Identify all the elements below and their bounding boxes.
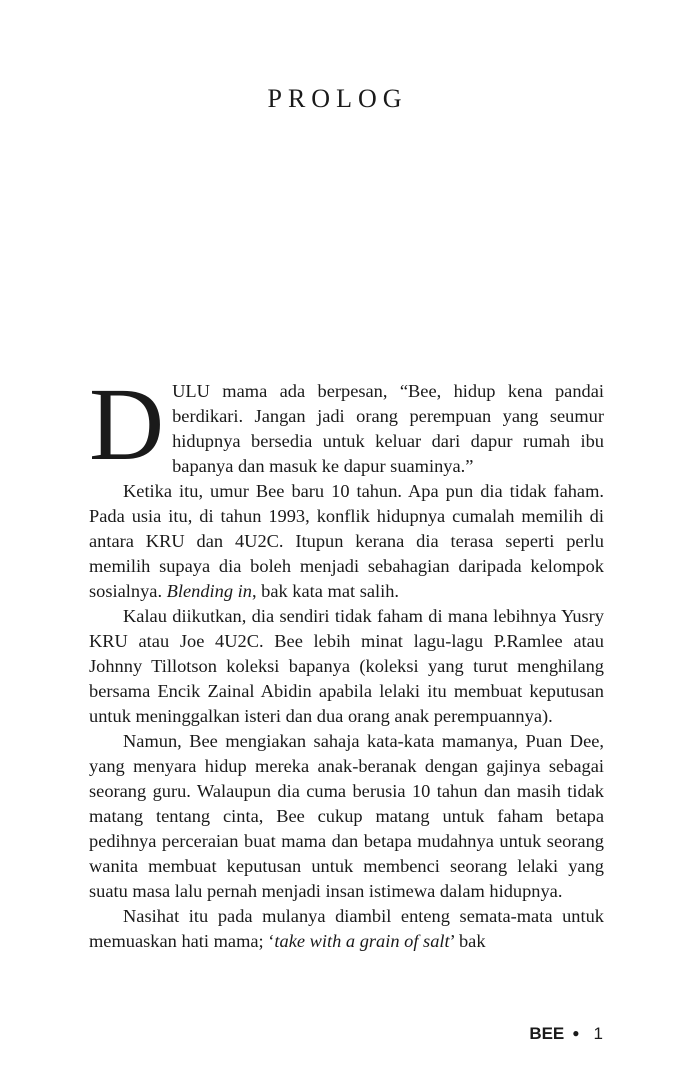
paragraph-5: [89, 904, 604, 954]
paragraph-2-italic: Blending in: [166, 581, 252, 601]
paragraph-5-italic: take with a grain of salt: [274, 931, 450, 951]
paragraph-5-text-b: ’ bak: [449, 931, 486, 951]
page-number: 1: [593, 1024, 603, 1043]
paragraph-2-text-a: Ketika itu, umur Bee baru 10 tahun. Apa pun dia tidak faham. Pada usia itu, di tahun 1993, konflik hidupnya cumalah memilih di antara KRU dan 4U2C. Itupun kerana dia terasa seperti perlu memilih supaya dia boleh menjadi sebahagian daripada kelompok sosialnya.: [89, 481, 604, 601]
page-footer: [529, 1024, 603, 1044]
drop-cap: D: [89, 367, 165, 482]
paragraph-1-text: ULU mama ada berpesan, “Bee, hidup kena pandai berdikari. Jangan jadi orang perempuan yang seumur hidupnya bersedia untuk keluar dari dapur rumah ibu bapanya dan masuk ke dapur suaminya.”: [172, 381, 604, 476]
paragraph-2-text-b: , bak kata mat salih.: [251, 581, 400, 601]
paragraph-4: Namun, Bee mengiakan sahaja kata-kata mamanya, Puan Dee, yang menyara hidup mereka anak-beranak dengan gajinya sebagai seorang guru. Walaupun dia cuma berusia 10 tahun dan masih tidak matang tentang cinta, Bee cukup matang untuk faham betapa pedihnya perceraian buat mama dan betapa mudahnya untuk seorang wanita membuat keputusan untuk membenci seorang lelaki yang suatu masa lalu pernah menjadi insan istimewa dalam hidupnya.: [89, 731, 604, 901]
chapter-title: PROLOG: [267, 84, 408, 113]
paragraph-2: [89, 479, 604, 604]
paragraph-1: [89, 367, 604, 482]
running-title: BEE: [529, 1024, 565, 1043]
body-text: [89, 367, 604, 954]
bullet-separator-icon: ●: [572, 1026, 580, 1040]
paragraph-3: Kalau diikutkan, dia sendiri tidak faham di mana lebihnya Yusry KRU atau Joe 4U2C. Bee lebih minat lagu-lagu P.Ramlee atau Johnny Tillotson koleksi bapanya (koleksi yang turut menghilang bersama Encik Zainal Abidin apabila lelaki itu membuat keputusan untuk meninggalkan isteri dan dua orang anak perempuannya).: [89, 606, 604, 726]
paragraph-5-text-a: Nasihat itu pada mulanya diambil enteng semata-mata untuk memuaskan hati mama; ‘: [89, 906, 604, 951]
